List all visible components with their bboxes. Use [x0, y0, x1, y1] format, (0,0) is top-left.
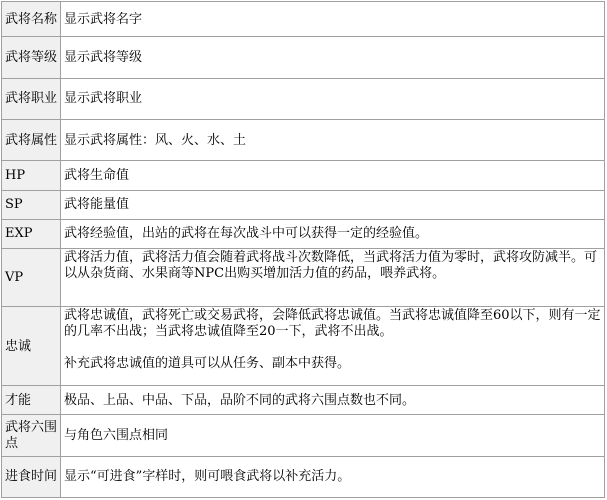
row-description: 显示武将属性：风、火、水、土: [61, 119, 605, 160]
table-row: [2, 37, 605, 78]
row-description: 武将生命值: [61, 161, 605, 190]
row-label: 才能: [2, 386, 61, 415]
row-label: 进食时间: [2, 456, 61, 497]
row-label: HP: [2, 161, 61, 190]
line-gap: [64, 340, 601, 356]
row-description: 武将经验值，出站的武将在每次战斗中可以获得一定的经验值。: [61, 219, 605, 248]
table-row: [2, 456, 605, 497]
row-label: SP: [2, 190, 61, 219]
row-label: 武将六围点: [2, 415, 61, 456]
row-label: 忠诚: [2, 307, 61, 386]
table-row: [2, 161, 605, 190]
table-row: [2, 386, 605, 415]
description-line: 补充武将忠诚值的道具可以从任务、副本中获得。: [64, 356, 351, 372]
row-label: VP: [2, 248, 61, 306]
row-description: 武将活力值，武将活力值会随着武将战斗次数降低，当武将活力值为零时，武将攻防减半。可以从杂货商、水果商等NPC出购买增加活力值的药品，喂养武将。: [61, 248, 605, 306]
table-row: [2, 248, 605, 306]
row-description: 武将能量值: [61, 190, 605, 219]
row-description: [61, 307, 605, 386]
table-row: [2, 219, 605, 248]
row-label: 武将属性: [2, 119, 61, 160]
row-label: 武将名称: [2, 2, 61, 37]
table-row: [2, 119, 605, 160]
table-row: [2, 2, 605, 37]
table-row: [2, 415, 605, 456]
row-label: 武将职业: [2, 78, 61, 119]
row-label: 武将等级: [2, 37, 61, 78]
row-description: 显示武将职业: [61, 78, 605, 119]
table-row: [2, 78, 605, 119]
row-description: 与角色六围点相同: [61, 415, 605, 456]
row-description: 显示武将等级: [61, 37, 605, 78]
row-description: 显示“可进食”字样时，则可喂食武将以补充活力。: [61, 456, 605, 497]
row-description: 极品、上品、中品、下品，品阶不同的武将六围点数也不同。: [61, 386, 605, 415]
table-row: [2, 190, 605, 219]
row-description: 显示武将名字: [61, 2, 605, 37]
description-line: 武将忠诚值，武将死亡或交易武将，会降低武将忠诚值。当武将忠诚值降至60以下，则有一定的几率不出战；当武将忠诚值降至20一下，武将不出战。: [64, 308, 601, 340]
row-label: EXP: [2, 219, 61, 248]
table-row: [2, 307, 605, 386]
attribute-table: [1, 1, 605, 498]
